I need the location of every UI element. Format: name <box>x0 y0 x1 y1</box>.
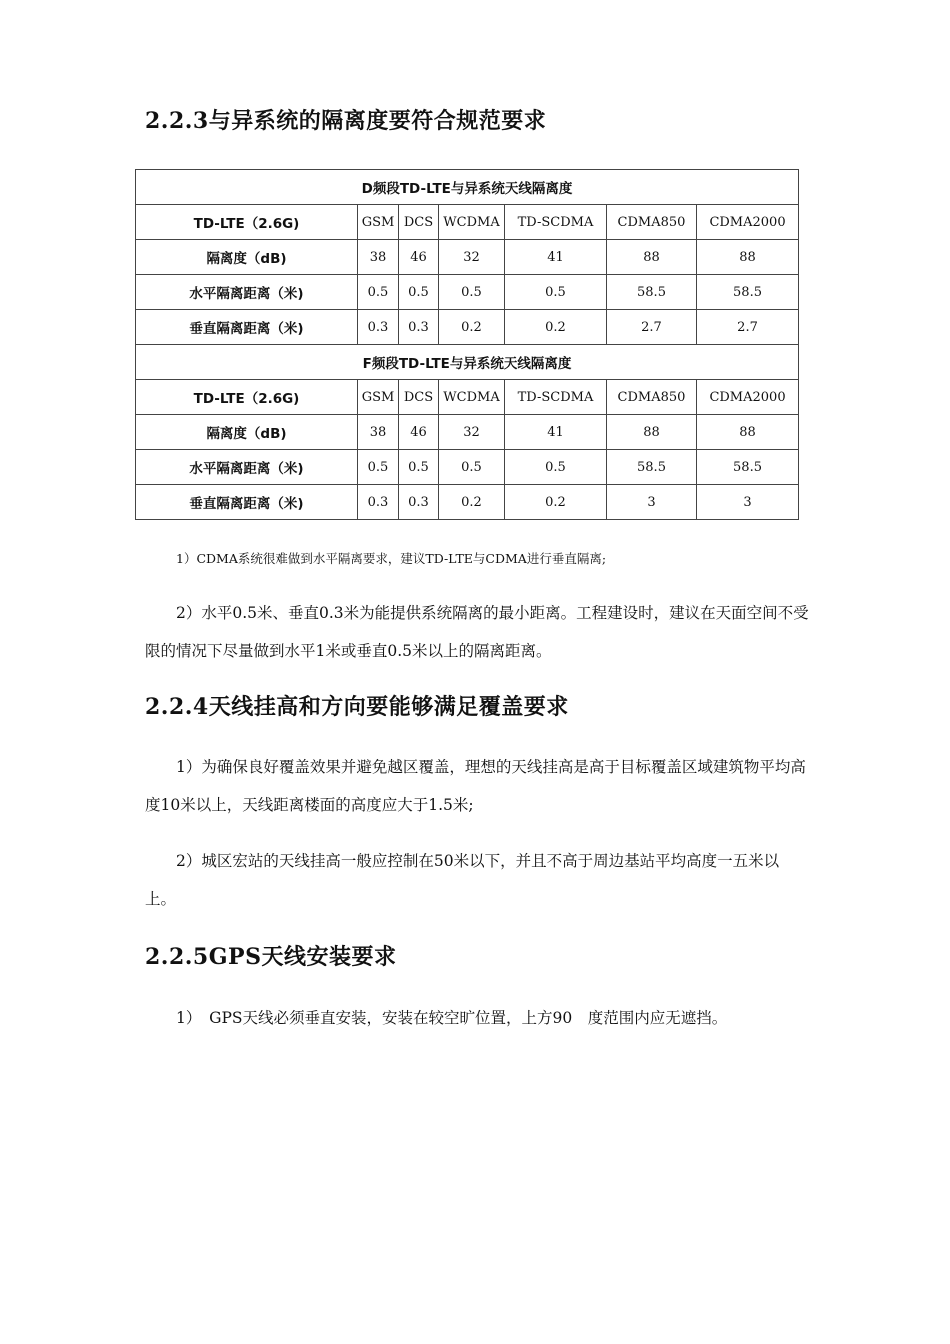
table-cell: 0.5 <box>399 450 439 485</box>
row-label: 隔离度（dB) <box>136 415 358 450</box>
table-cell: 0.3 <box>399 310 439 345</box>
f-band-caption-row <box>136 345 799 380</box>
column-header: GSM <box>358 380 399 415</box>
column-header: WCDMA <box>439 380 505 415</box>
table-cell: 58.5 <box>607 275 697 310</box>
column-header: CDMA850 <box>607 205 697 240</box>
table-cell: 0.5 <box>358 275 399 310</box>
table-cell: 41 <box>505 415 607 450</box>
f-band-horizontal-row <box>136 450 799 485</box>
table-cell: 88 <box>607 415 697 450</box>
table-cell: 32 <box>439 415 505 450</box>
table-cell: 0.3 <box>358 485 399 520</box>
row-header-label: TD-LTE（2.6G) <box>136 205 358 240</box>
table-cell: 0.5 <box>399 275 439 310</box>
table-cell: 0.2 <box>439 485 505 520</box>
d-band-caption-row <box>136 170 799 205</box>
table-cell: 0.5 <box>439 275 505 310</box>
f-band-isolation-row <box>136 415 799 450</box>
d-band-header-row <box>136 205 799 240</box>
table-cell: 3 <box>607 485 697 520</box>
d-band-horizontal-row <box>136 275 799 310</box>
section-heading-2-2-4: 2.2.4天线挂高和方向要能够满足覆盖要求 <box>145 694 569 720</box>
column-header: CDMA850 <box>607 380 697 415</box>
column-header: DCS <box>399 380 439 415</box>
table-cell: 0.2 <box>439 310 505 345</box>
gps-item-1-text: 1） GPS天线必须垂直安装，安装在较空旷位置，上方90 度范围内应无遮挡。 <box>176 1009 728 1027</box>
column-header: CDMA2000 <box>697 205 799 240</box>
d-band-vertical-row <box>136 310 799 345</box>
table-cell: 46 <box>399 240 439 275</box>
row-label: 隔离度（dB) <box>136 240 358 275</box>
table-cell: 46 <box>399 415 439 450</box>
table-cell: 32 <box>439 240 505 275</box>
table-cell: 58.5 <box>697 275 799 310</box>
row-label: 水平隔离距离（米) <box>136 275 358 310</box>
column-header: WCDMA <box>439 205 505 240</box>
table-cell: 0.3 <box>358 310 399 345</box>
column-header: DCS <box>399 205 439 240</box>
table-note-2 <box>145 594 810 670</box>
table-note-2-text: 2）水平0.5米、垂直0.3米为能提供系统隔离的最小距离。工程建设时，建议在天面空间不受限的情况下尽量做到水平1米或垂直0.5米以上的隔离距离。 <box>145 604 809 660</box>
table-cell: 88 <box>607 240 697 275</box>
table-cell: 3 <box>697 485 799 520</box>
column-header: TD-SCDMA <box>505 205 607 240</box>
column-header: GSM <box>358 205 399 240</box>
row-label: 垂直隔离距离（米) <box>136 485 358 520</box>
table-cell: 58.5 <box>607 450 697 485</box>
table-note-1: 1）CDMA系统很难做到水平隔离要求，建议TD-LTE与CDMA进行垂直隔离; <box>176 551 607 566</box>
section-heading-2-2-5: 2.2.5GPS天线安装要求 <box>145 944 397 970</box>
antenna-height-item-1 <box>145 748 810 824</box>
table-cell: 0.2 <box>505 485 607 520</box>
table-cell: 0.2 <box>505 310 607 345</box>
antenna-height-item-2-text: 2）城区宏站的天线挂高一般应控制在50米以下，并且不高于周边基站平均高度一五米以上。 <box>145 852 780 908</box>
table-cell: 88 <box>697 240 799 275</box>
row-header-label: TD-LTE（2.6G) <box>136 380 358 415</box>
table-cell: 38 <box>358 240 399 275</box>
d-band-isolation-row <box>136 240 799 275</box>
row-label: 垂直隔离距离（米) <box>136 310 358 345</box>
column-header: CDMA2000 <box>697 380 799 415</box>
antenna-height-item-1-text: 1）为确保良好覆盖效果并避免越区覆盖，理想的天线挂高是高于目标覆盖区域建筑物平均高度10米以上，天线距离楼面的高度应大于1.5米; <box>145 758 806 814</box>
table-cell: 38 <box>358 415 399 450</box>
table-cell: 0.5 <box>505 450 607 485</box>
table-cell: 41 <box>505 240 607 275</box>
table-cell: 0.5 <box>505 275 607 310</box>
row-label: 水平隔离距离（米) <box>136 450 358 485</box>
table-cell: 58.5 <box>697 450 799 485</box>
table-cell: 0.5 <box>439 450 505 485</box>
column-header: TD-SCDMA <box>505 380 607 415</box>
gps-item-1 <box>145 999 810 1037</box>
d-band-caption: D频段TD-LTE与异系统天线隔离度 <box>136 170 799 205</box>
table-cell: 2.7 <box>697 310 799 345</box>
isolation-table <box>135 169 799 520</box>
antenna-height-item-2 <box>145 842 810 918</box>
f-band-vertical-row <box>136 485 799 520</box>
f-band-caption: F频段TD-LTE与异系统天线隔离度 <box>136 345 799 380</box>
table-cell: 0.5 <box>358 450 399 485</box>
section-heading-2-2-3: 2.2.3与异系统的隔离度要符合规范要求 <box>145 108 547 134</box>
table-cell: 88 <box>697 415 799 450</box>
table-cell: 0.3 <box>399 485 439 520</box>
table-cell: 2.7 <box>607 310 697 345</box>
f-band-header-row <box>136 380 799 415</box>
